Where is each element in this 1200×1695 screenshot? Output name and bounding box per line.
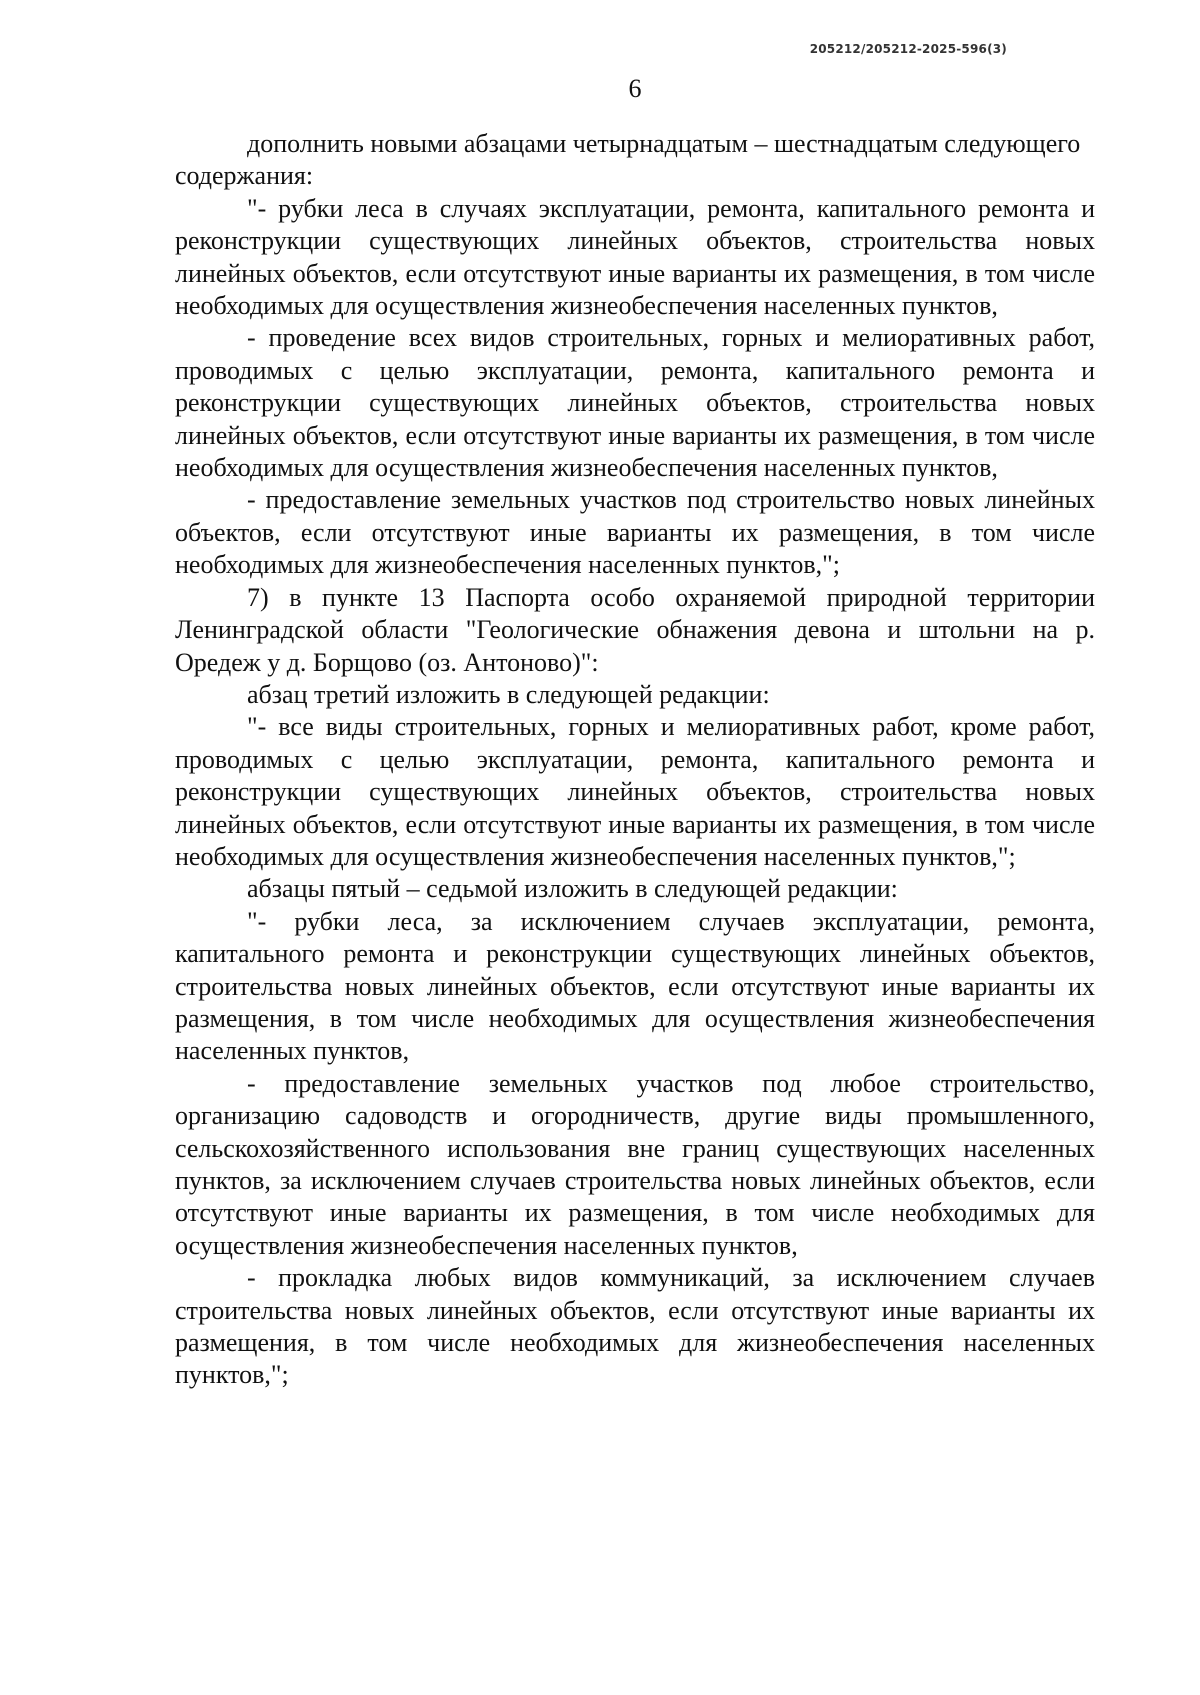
paragraph-item-7: 7) в пункте 13 Паспорта особо охраняемой природной территории Ленинградской области "Геологические обнажения девона и штольни на р. Оредеж у д. Борщово (оз. Антоново)": — [175, 582, 1095, 677]
paragraph-land-plots: - предоставление земельных участков под строительство новых линейных объектов, если отсутствуют иные варианты их размещения, в том числе необходимых для жизнеобеспечения населенных пунктов,"; — [175, 485, 1095, 580]
paragraph-forest-cutting-exception: "- рубки леса, за исключением случаев эксплуатации, ремонта, капитального ремонта и реконструкции существующих линейных объектов, строительства новых линейных объектов, если отсутствуют иные варианты их размещения, в том числе необходимых для осуществления жизнеобеспечения населенных пунктов, — [175, 906, 1095, 1066]
paragraph-intro: дополнить новыми абзацами четырнадцатым – шестнадцатым следующего содержания: — [175, 129, 1081, 191]
paragraph-fifth-seventh: абзацы пятый – седьмой изложить в следующей редакции: — [247, 874, 898, 904]
document-body — [175, 128, 1095, 1392]
paragraph-construction-works: - проведение всех видов строительных, горных и мелиоративных работ, проводимых с целью эксплуатации, ремонта, капитального ремонта и реконструкции существующих линейных объектов, строительства новых линейных объектов, если отсутствуют иные варианты их размещения, в том числе необходимых для осуществления жизнеобеспечения населенных пунктов, — [175, 323, 1095, 483]
paragraph-third-abzac: абзац третий изложить в следующей редакции: — [247, 679, 770, 709]
paragraph-all-works: "- все виды строительных, горных и мелиоративных работ, кроме работ, проводимых с целью эксплуатации, ремонта, капитального ремонта и реконструкции существующих линейных объектов, строительства новых линейных объектов, если отсутствуют иные варианты их размещения, в том числе необходимых для осуществления жизнеобеспечения населенных пунктов,"; — [175, 712, 1095, 871]
paragraph-quote-forest-cutting: "- рубки леса в случаях эксплуатации, ремонта, капитального ремонта и реконструкции существующих линейных объектов, строительства новых линейных объектов, если отсутствуют иные варианты их размещения, в том числе необходимых для осуществления жизнеобеспечения населенных пунктов, — [175, 193, 1095, 321]
paragraph-communications: - прокладка любых видов коммуникаций, за исключением случаев строительства новых линейных объектов, если отсутствуют иные варианты их размещения, в том числе необходимых для жизнеобеспечения населенных пунктов,"; — [175, 1263, 1095, 1390]
page-number: 6 — [628, 74, 642, 103]
document-id: 205212/205212-2025-596(3) — [809, 42, 1007, 56]
paragraph-land-plots-exception: - предоставление земельных участков под любое строительство, организацию садоводств и огородничеств, другие виды промышленного, сельскохозяйственного использования вне границ существующих населенных пунктов, за исключением случаев строительства новых линейных объектов, если отсутствуют иные варианты их размещения, в том числе необходимых для осуществления жизнеобеспечения населенных пунктов, — [175, 1068, 1095, 1260]
